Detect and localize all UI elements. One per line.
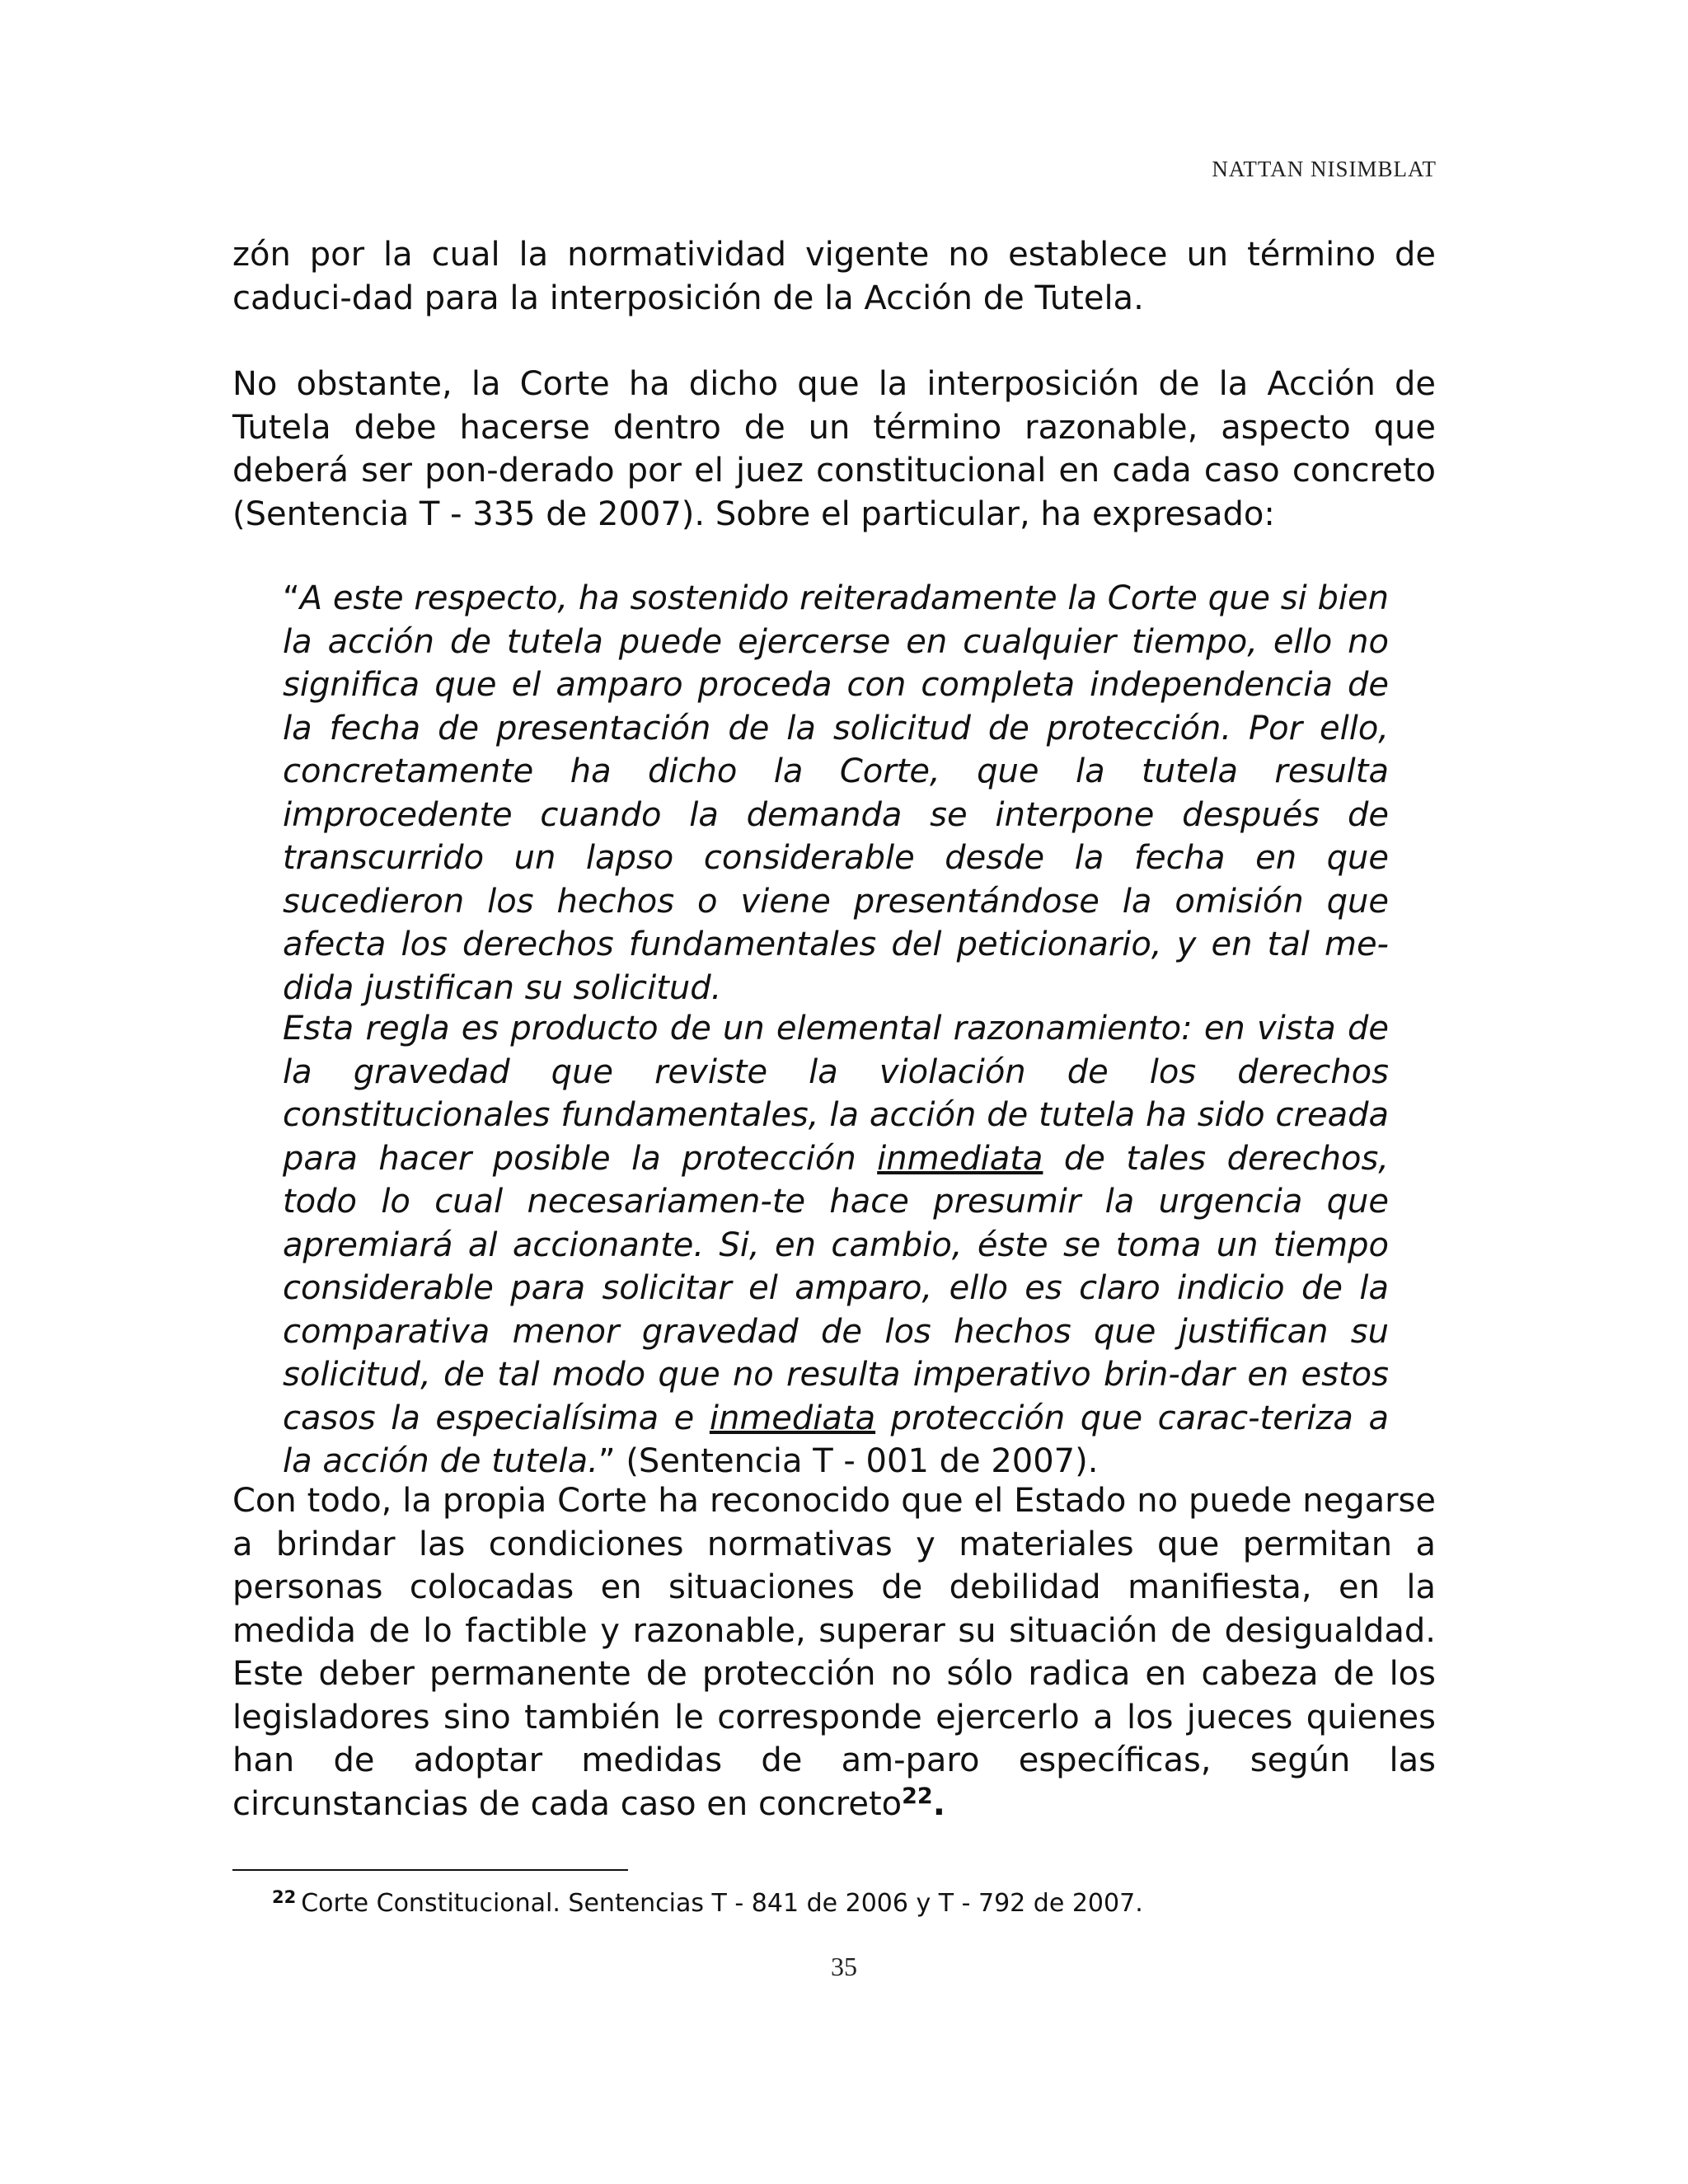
quote-text-2a: Esta regla es producto de un elemental razonamiento: en vista de la gravedad que reviste la violación de los derechos constitucionales fundamentales, la acción de tutela ha sido creada para hacer posible la protección — [283, 1010, 1389, 1178]
quote-text-2c: protección que carac-teriza a la acción de tutela. — [283, 1399, 1389, 1480]
footnote-mark: 22 — [272, 1887, 297, 1907]
closing-text: Con todo, la propia Corte ha reconocido que el Estado no puede negarse a brindar las condiciones normativas y materiales que permitan a personas colocadas en situaciones de debilidad manifiesta, en la medida de lo factible y razonable, superar su situación de desigualdad. Este deber permanente de protección no sólo radica en cabeza de los legisladores sino también le corresponde ejercerlo a los jueces quienes han de adoptar medidas de am-paro específicas, según las circunstancias de cada caso en concreto — [232, 1482, 1436, 1823]
quote-text-1: A este respecto, ha sostenido reiteradamente la Corte que si bien la acción de tutela puede ejercerse en cualquier tiempo, ello no significa que el amparo proceda con completa independencia de la fecha de presentación de la solicitud de protección. Por ello, concretamente ha dicho la Corte, que la tutela resulta improcedente cuando la demanda se interpone después de transcurrido un lapso considerable desde la fecha en que sucedieron los hechos o viene presentándose la omisión que afecta los derechos fundamentales del peticionario, y en tal me-dida justifican su solicitud. — [283, 579, 1389, 1007]
paragraph-continuation: zón por la cual la normatividad vigente no establece un término de caduci-dad para la interposición de la Acción de Tutela. — [232, 236, 1436, 317]
footnote-text: Corte Constitucional. Sentencias T - 841 de 2006 y T - 792 de 2007. — [301, 1889, 1143, 1918]
footnote-reference[interactable]: 22 — [902, 1783, 933, 1809]
closing-punctuation: . — [932, 1784, 945, 1823]
underlined-inmediata-2: inmediata — [709, 1399, 876, 1437]
quote-close-mark: ” — [598, 1442, 616, 1480]
quote-open-mark: “ — [283, 579, 300, 617]
paragraph-state-protection — [232, 1479, 1436, 1825]
underlined-inmediata-1: inmediata — [877, 1139, 1043, 1178]
page-number: 35 — [831, 1952, 857, 1981]
footnote — [272, 1887, 1143, 1920]
running-header: NATTAN NISIMBLAT — [1212, 157, 1437, 181]
footnote-separator — [232, 1869, 628, 1871]
paragraph-reasonable-term: No obstante, la Corte ha dicho que la interposición de la Acción de Tutela debe hacerse dentro de un término razonable, aspecto que deberá ser pon-derado por el juez constitucional en cada caso concreto (Sentencia T - 335 de 2007). Sobre el particular, ha expresado: — [232, 365, 1436, 533]
block-quote-part-1 — [283, 577, 1389, 1010]
block-quote-part-2 — [283, 1007, 1389, 1483]
quote-text-2b: de tales derechos, todo lo cual necesariamen-te hace presumir la urgencia que apremiará al accionante. Si, en cambio, éste se toma un tiempo considerable para solicitar el amparo, ello es claro indicio de la comparativa menor gravedad de los hechos que justifican su solicitud, de tal modo que no resulta imperativo brin-dar en estos casos la especialísima e — [283, 1139, 1389, 1437]
quote-citation: (Sentencia T - 001 de 2007). — [615, 1442, 1099, 1480]
